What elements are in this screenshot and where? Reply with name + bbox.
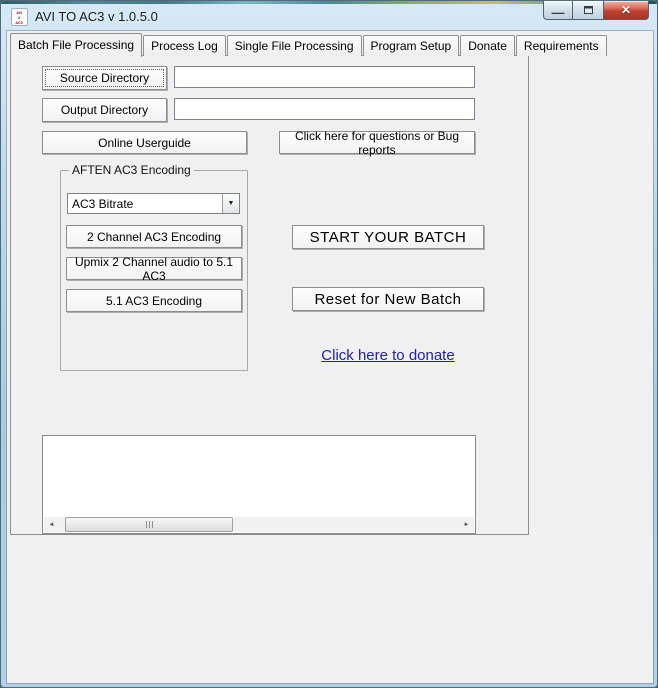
scrollbar-thumb[interactable] (65, 517, 233, 532)
title-bar (1, 4, 657, 31)
grip-icon (149, 521, 150, 528)
close-icon: ✕ (620, 3, 632, 17)
app-icon-line3: AC3 (15, 19, 24, 25)
maximize-button[interactable] (572, 1, 604, 20)
upmix-encoding-button[interactable]: Upmix 2 Channel audio to 5.1 AC3 (66, 257, 242, 280)
scrollbar-track[interactable] (59, 517, 459, 532)
chevron-down-icon: ▼ (227, 200, 235, 207)
online-userguide-button[interactable]: Online Userguide (42, 131, 247, 154)
app-icon-line2: 2 (18, 14, 21, 20)
scroll-right-icon[interactable]: ► (459, 517, 474, 532)
window-title: AVI TO AC3 v 1.0.5.0 (35, 9, 158, 24)
grip-icon (152, 521, 153, 528)
minimize-icon: — (551, 4, 565, 20)
ac3-bitrate-combobox[interactable] (67, 193, 240, 214)
minimize-button[interactable] (543, 1, 573, 20)
batch-log-listbox[interactable] (42, 435, 476, 534)
tab-strip (10, 33, 608, 56)
tab-requirements[interactable]: Requirements (516, 35, 607, 56)
two-channel-encoding-button[interactable]: 2 Channel AC3 Encoding (66, 225, 242, 248)
tab-donate[interactable]: Donate (460, 35, 515, 56)
output-directory-button[interactable]: Output Directory (42, 98, 167, 122)
combobox-dropdown-button[interactable] (222, 194, 239, 213)
aften-encoding-group-title: AFTEN AC3 Encoding (69, 163, 194, 177)
batch-processing-page (10, 55, 529, 535)
close-button[interactable] (603, 1, 649, 20)
tab-process-log[interactable]: Process Log (143, 35, 226, 56)
tab-batch-file-processing[interactable]: Batch File Processing (10, 33, 142, 57)
ac3-bitrate-combobox-value: AC3 Bitrate (72, 196, 134, 211)
grip-icon (146, 521, 147, 528)
bug-reports-button[interactable]: Click here for questions or Bug reports (279, 131, 475, 154)
source-directory-input[interactable] (174, 66, 475, 88)
app-icon-line1: AVI (16, 9, 23, 15)
donate-link[interactable]: Click here to donate (321, 347, 455, 364)
reset-batch-button[interactable]: Reset for New Batch (292, 287, 484, 311)
caption-buttons (544, 1, 649, 20)
source-directory-button[interactable]: Source Directory (42, 66, 167, 90)
scroll-left-icon[interactable]: ◄ (44, 517, 59, 532)
maximize-icon (584, 6, 593, 14)
client-area (7, 31, 653, 683)
app-icon (11, 8, 28, 26)
tab-single-file-processing[interactable]: Single File Processing (227, 35, 362, 56)
five-one-encoding-button[interactable]: 5.1 AC3 Encoding (66, 289, 242, 312)
horizontal-scrollbar[interactable] (44, 517, 474, 532)
tab-program-setup[interactable]: Program Setup (363, 35, 460, 56)
output-directory-input[interactable] (174, 98, 475, 120)
start-batch-button[interactable]: START YOUR BATCH (292, 225, 484, 249)
